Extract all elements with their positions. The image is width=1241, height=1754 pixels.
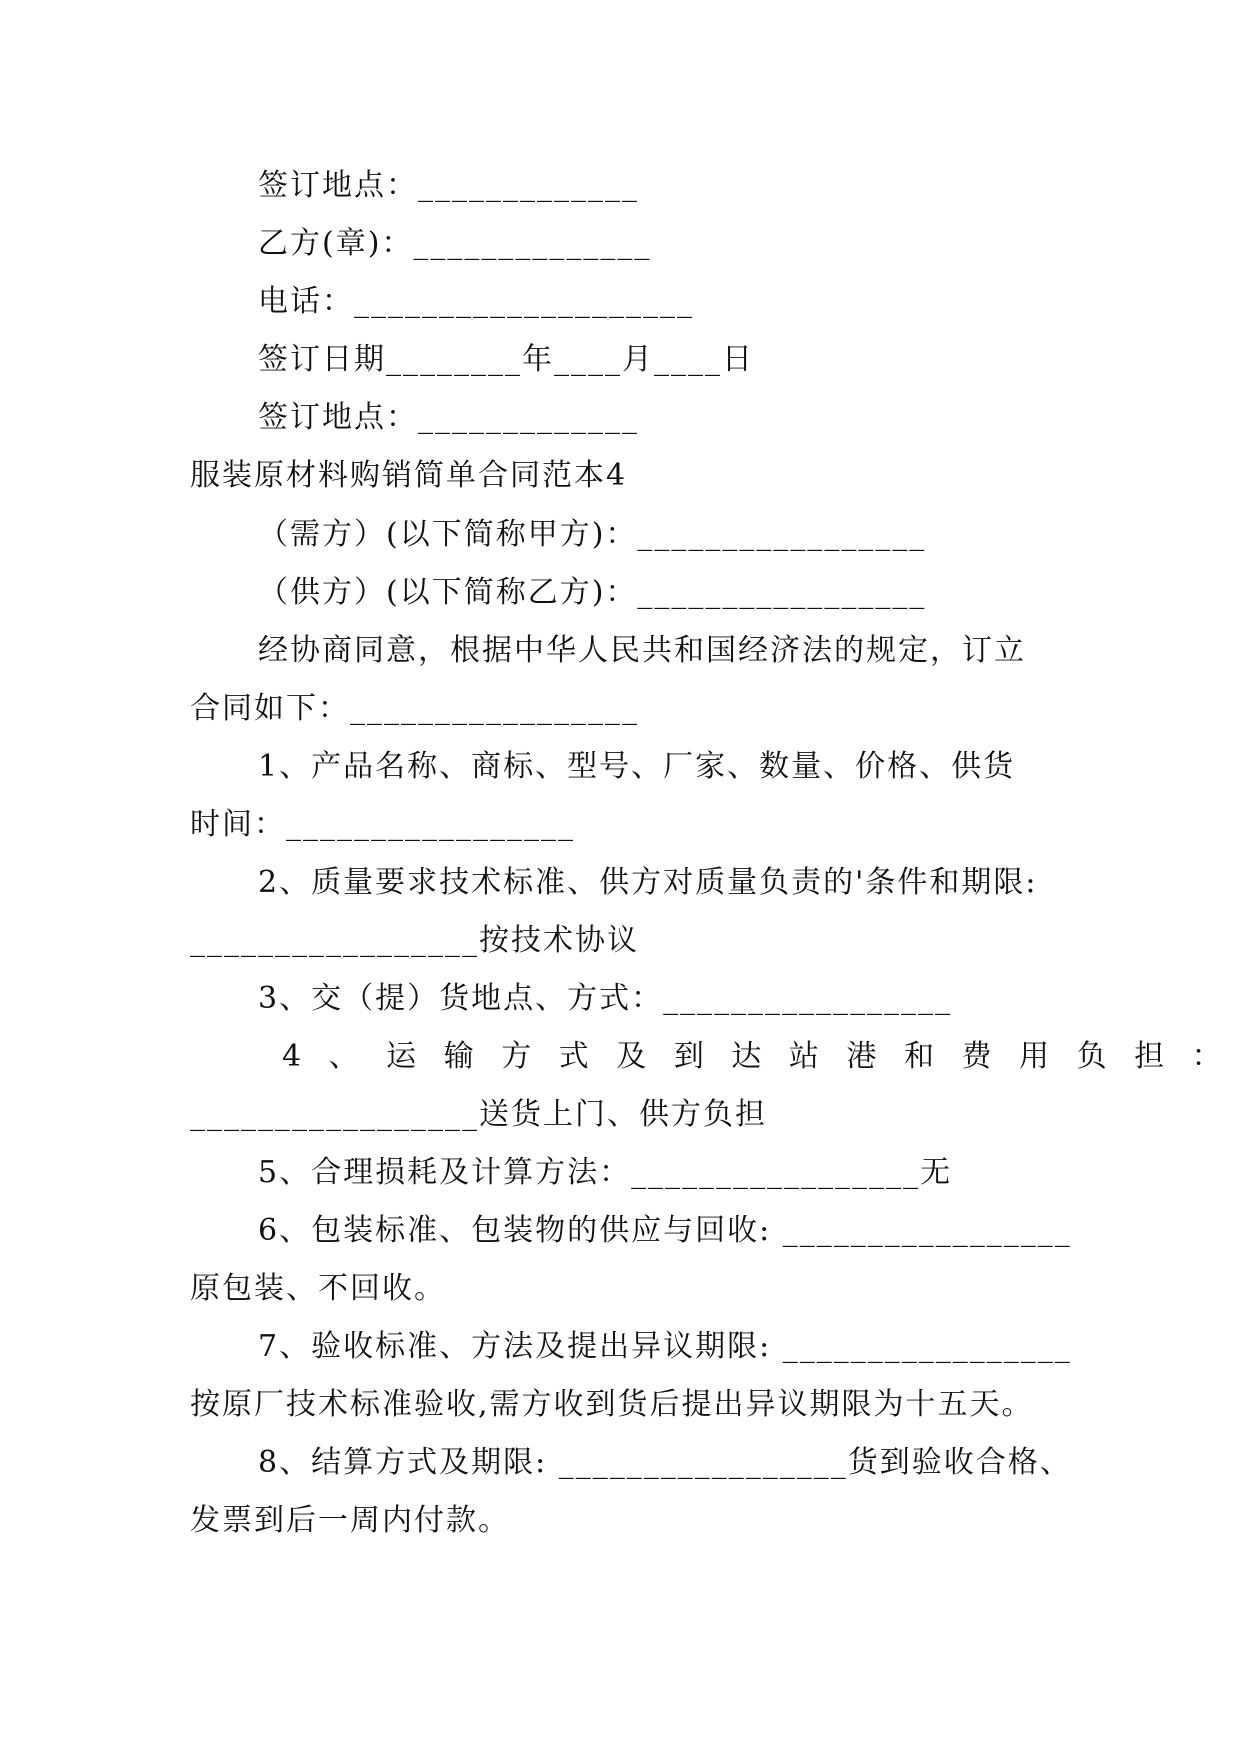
clause-6-line-2: 原包装、不回收。 [190,1271,446,1306]
clause-6-line-1: 6、包装标准、包装物的供应与回收: _________________ [258,1213,1072,1248]
party-b-seal-line: 乙方(章)：______________ [258,226,652,261]
clause-5-line: 5、合理损耗及计算方法：_________________无 [258,1155,953,1190]
clause-7-line-2: 按原厂技术标准验收,需方收到货后提出异议期限为十五天。 [190,1387,1034,1422]
clause-4-line-2: _________________送货上门、供方负担 [190,1097,767,1132]
clause-8-line-2: 发票到后一周内付款。 [190,1503,510,1538]
clause-2-line-2: _________________按技术协议 [190,923,639,958]
clause-7-line-1: 7、验收标准、方法及提出异议期限: _________________ [258,1329,1072,1364]
preamble-line-2: 合同如下：_________________ [190,691,639,726]
signing-place-line-2: 签订地点：_____________ [258,400,639,435]
buyer-party-line: （需方）(以下简称甲方)：_________________ [258,517,927,552]
clause-3-line: 3、交（提）货地点、方式：_________________ [258,981,953,1016]
phone-line: 电话：____________________ [258,284,694,319]
supplier-party-line: （供方）(以下简称乙方)：_________________ [258,575,927,610]
signing-place-line-1: 签订地点：_____________ [258,168,639,203]
clause-2-line-1: 2、质量要求技术标准、供方对质量负责的'条件和期限: [258,865,1038,900]
preamble-line-1: 经协商同意，根据中华人民共和国经济法的规定，订立 [258,633,1026,668]
clause-4-line-1: 4 、 运 输 方 式 及 到 达 站 港 和 费 用 负 担 ： [282,1039,1231,1074]
clause-1-line-2: 时间：_________________ [190,807,575,842]
clause-8-line-1: 8、结算方式及期限: _________________货到验收合格、 [258,1445,1072,1480]
signing-date-line: 签订日期________年____月____日 [258,342,754,377]
section-title: 服装原材料购销简单合同范本4 [190,458,628,493]
clause-1-line-1: 1、产品名称、商标、型号、厂家、数量、价格、供货 [258,749,1016,784]
